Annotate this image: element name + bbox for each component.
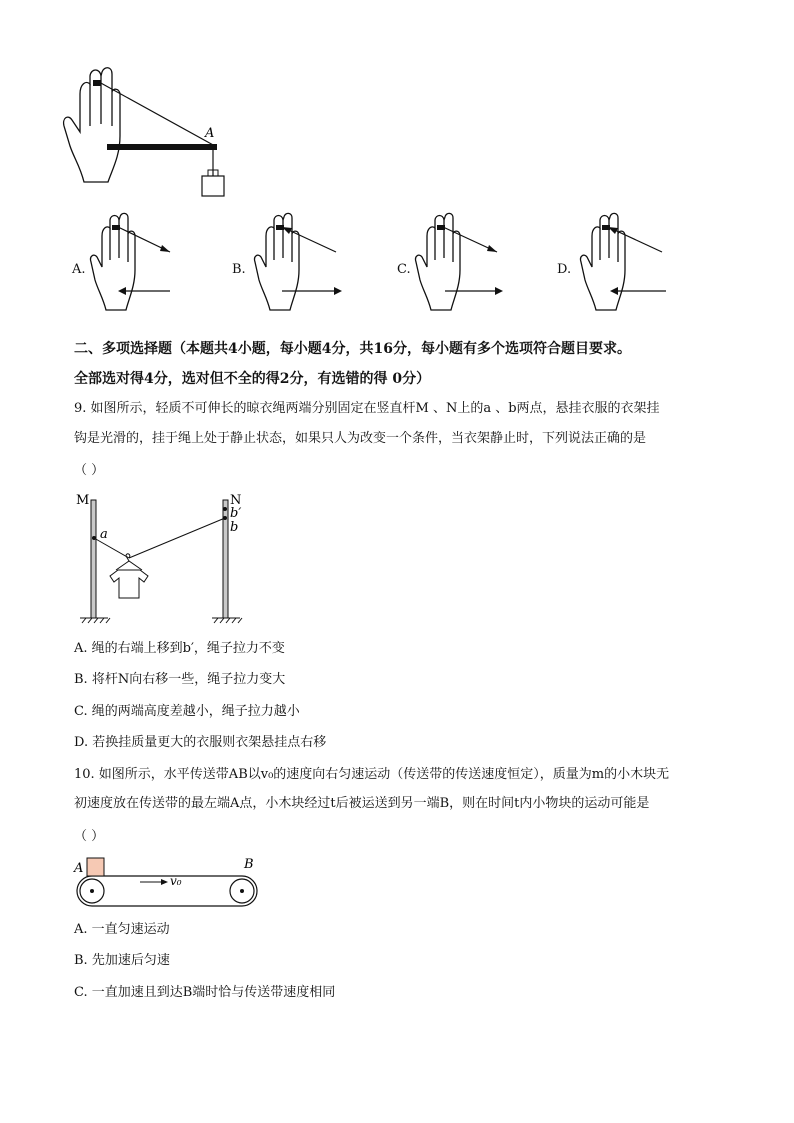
label-b: b	[230, 520, 239, 535]
option-b-label: B.	[232, 262, 246, 277]
q9-option-a: A. 绳的右端上移到b′，绳子拉力不变	[74, 641, 285, 656]
label-a: a	[100, 527, 108, 542]
hand-option-b	[252, 212, 352, 322]
rod	[107, 144, 217, 150]
q10-option-b: B. 先加速后匀速	[74, 953, 170, 968]
ground-hatch-left	[80, 618, 110, 623]
option-d-label: D.	[557, 262, 572, 277]
q9-answer-bracket: （ ）	[74, 463, 105, 478]
q9-option-d: D. 若换挂质量更大的衣服则衣架悬挂点右移	[74, 735, 327, 750]
label-b-prime: b′	[230, 506, 242, 521]
hand-drawing	[64, 68, 120, 182]
hand-option-c	[413, 212, 513, 322]
ground-hatch-right	[212, 618, 242, 623]
rope-right	[129, 518, 225, 558]
q10-stem-line2: 初速度放在传送带的最左端A点，小木块经过t后被运送到另一端B，则在时间t内小物块的运动可能是	[74, 796, 650, 811]
q9-option-b: B. 将杆N向右移一些，绳子拉力变大	[74, 672, 286, 687]
hand-option-a	[88, 212, 178, 322]
section-heading-line1: 二、多项选择题（本题共4小题，每小题4分，共16分，每小题有多个选项符合题目要求。	[74, 341, 631, 357]
wood-block	[87, 858, 104, 876]
q9-figure	[74, 490, 254, 625]
pole-m-label: M	[76, 493, 90, 508]
end-a-label: A	[74, 861, 84, 876]
end-b-label: B	[244, 857, 254, 872]
pole-m	[91, 500, 96, 618]
point-a-label: A	[205, 126, 215, 141]
option-c-label: C.	[397, 262, 411, 277]
point-b-dot	[223, 516, 227, 520]
rope	[99, 82, 215, 146]
top-figure	[60, 66, 240, 206]
hanger-shirt-icon	[110, 554, 148, 598]
hand-option-d	[578, 212, 678, 322]
point-a-dot	[92, 536, 96, 540]
point-b-prime-dot	[223, 507, 227, 511]
q10-option-c: C. 一直加速且到达B端时恰与传送带速度相同	[74, 985, 336, 1000]
q9-stem-line1: 9. 如图所示，轻质不可伸长的晾衣绳两端分别固定在竖直杆M 、N上的a 、b两点，悬挂衣服的衣架挂	[74, 401, 660, 416]
q10-option-a: A. 一直匀速运动	[74, 922, 170, 937]
q10-stem-line1: 10. 如图所示，水平传送带AB以v₀的速度向右匀速运动（传送带的传送速度恒定），质量为m的小木块无	[74, 767, 670, 782]
q9-stem-line2: 钩是光滑的，挂于绳上处于静止状态，如果只人为改变一个条件，当衣架静止时，下列说法正确的是	[74, 431, 647, 446]
pole-n-label: N	[230, 493, 242, 508]
section-heading-line2: 全部选对得4分，选对但不全的得2分，有选错的得 0分）	[74, 371, 431, 387]
velocity-arrowhead	[161, 879, 168, 885]
weight-icon	[202, 176, 224, 196]
q9-option-c: C. 绳的两端高度差越小，绳子拉力越小	[74, 704, 300, 719]
option-a-label: A.	[72, 262, 86, 277]
q10-figure	[72, 854, 272, 914]
q10-answer-bracket: （ ）	[74, 829, 105, 844]
v0-label: v₀	[170, 874, 182, 888]
